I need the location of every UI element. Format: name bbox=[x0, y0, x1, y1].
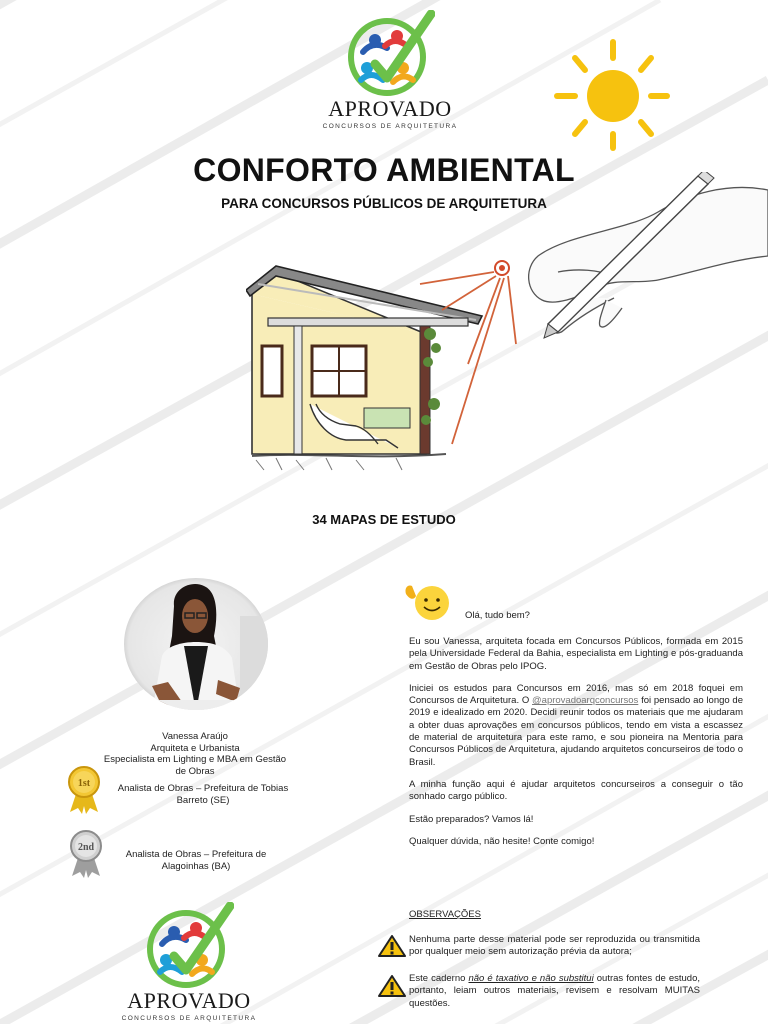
observation-item-2: Este caderno não é taxativo e não substitui outras fontes de estudo, portanto, leiam outros materiais, revisem e resolvam MUITAS questões. bbox=[409, 973, 700, 1009]
bottom-logo bbox=[118, 902, 260, 1022]
page-title: CONFORTO AMBIENTAL bbox=[193, 152, 575, 188]
silver-medal-icon bbox=[70, 830, 102, 878]
checkmark-people-logo-icon bbox=[144, 902, 234, 988]
logo-subtitle: CONCURSOS DE ARQUITETURA bbox=[121, 1015, 257, 1022]
top-logo bbox=[318, 10, 462, 130]
logo-name: APROVADO bbox=[127, 988, 251, 1013]
bio-paragraph-3: A minha função aqui é ajudar arquitetos concurseiros a conseguir o tão sonhado cargo público. bbox=[409, 778, 743, 803]
page-subtitle: PARA CONCURSOS PÚBLICOS DE ARQUITETURA bbox=[221, 196, 547, 211]
hand-drawing-pencil-icon bbox=[518, 172, 768, 342]
profile-specialty: Especialista em Lighting e MBA em Gestão de Obras bbox=[103, 754, 287, 777]
medal-2-label: 2nd bbox=[77, 842, 95, 853]
instagram-handle-link[interactable]: @aprovadoarqconcursos bbox=[532, 695, 639, 707]
logo-subtitle: CONCURSOS DE ARQUITETURA bbox=[322, 123, 458, 130]
bio-paragraph-5: Qualquer dúvida, não hesite! Conte comigo! bbox=[409, 835, 595, 847]
observations-title: OBSERVAÇÕES bbox=[409, 909, 481, 920]
profile-role: Arquiteta e Urbanista bbox=[150, 742, 240, 754]
sun-icon bbox=[553, 38, 673, 153]
warning-icon bbox=[378, 974, 406, 998]
medal-1-label: 1st bbox=[77, 778, 91, 789]
bio-paragraph-2: Iniciei os estudos para Concursos em 2016, mas só em 2018 foquei em Concursos de Arquitetura. O @aprovadoarqconcursos foi pensado ao longo de 2019 e idealizado em 2020. Decidi reunir todos os materiais que me ajudaram a obter duas aprovações em concursos públicos, tendo em vista a escassez de material de arquitetura para este ramo, e sou pioneira na Mentoria para Concursos Públicos de Arquitetura, ajudando arquitetos concurseiros de todo o Brasil. bbox=[409, 682, 743, 768]
profile-name: Vanessa Araújo bbox=[162, 731, 228, 742]
logo-name: APROVADO bbox=[328, 96, 452, 121]
award-1-text: Analista de Obras – Prefeitura de Tobias Barreto (SE) bbox=[117, 783, 289, 806]
award-2-text: Analista de Obras – Prefeitura de Alagoinhas (BA) bbox=[125, 849, 267, 872]
bio-section bbox=[409, 636, 743, 858]
warning-icon bbox=[378, 934, 406, 958]
maps-count: 34 MAPAS DE ESTUDO bbox=[312, 512, 456, 527]
checkmark-people-logo-icon bbox=[345, 10, 435, 96]
bio-paragraph-4: Estão preparados? Vamos lá! bbox=[409, 813, 534, 825]
waving-smiley-icon bbox=[402, 582, 452, 622]
profile-photo bbox=[122, 576, 270, 712]
bio-paragraph-1: Eu sou Vanessa, arquiteta focada em Concursos Públicos, formada em 2015 pela Universidade Federal da Bahia, especialista em Lighting e pós-graduanda em Gestão de Obras pelo IPOG. bbox=[409, 636, 743, 672]
gold-medal-icon bbox=[68, 766, 100, 814]
house-sketch-illustration bbox=[246, 254, 546, 476]
profile-info bbox=[100, 731, 290, 777]
greeting-text: Olá, tudo bem? bbox=[465, 610, 530, 621]
observation-item-1: Nenhuma parte desse material pode ser reproduzida ou transmitida por qualquer meio sem autorização prévia da autora; bbox=[409, 934, 700, 958]
